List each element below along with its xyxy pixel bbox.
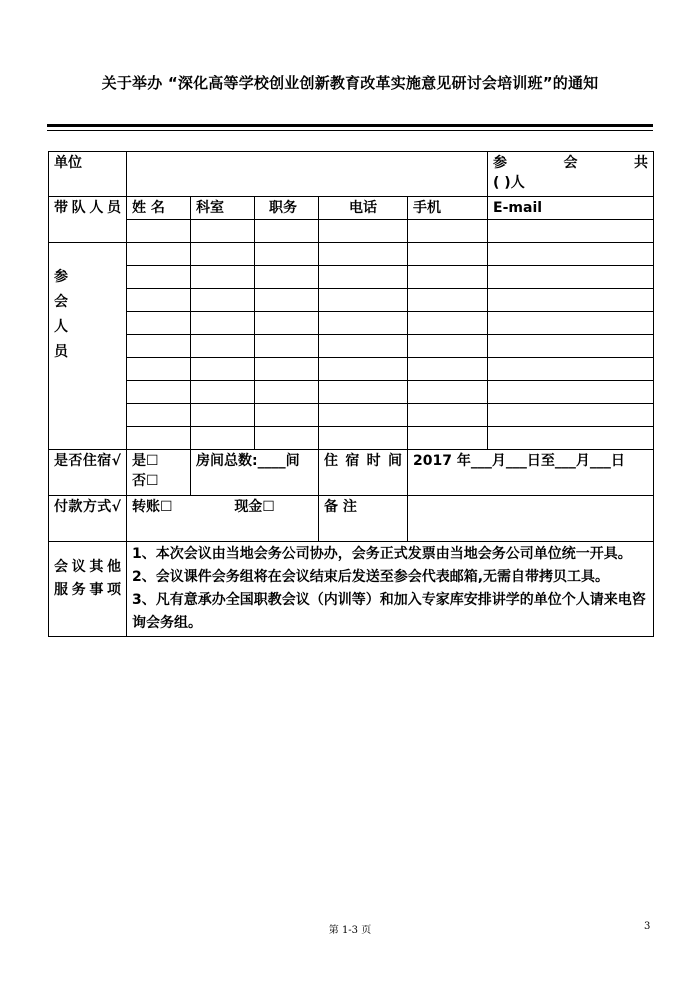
leader-phone-cell[interactable] — [319, 220, 408, 243]
registration-form — [48, 151, 654, 637]
leader-mobile-cell[interactable] — [408, 220, 488, 243]
participant-email-cell[interactable] — [488, 358, 654, 381]
header-email: E-mail — [488, 197, 654, 220]
participant-email-cell[interactable] — [488, 266, 654, 289]
header-position: 职务 — [255, 197, 319, 220]
participant-department-cell[interactable] — [191, 427, 255, 450]
participant-mobile-cell[interactable] — [408, 358, 488, 381]
header-mobile: 手机 — [408, 197, 488, 220]
participant-name-cell[interactable] — [127, 381, 191, 404]
stay-time-value[interactable]: 2017 年___月___日至___月___日 — [408, 450, 654, 496]
participant-department-cell[interactable] — [191, 335, 255, 358]
participant-phone-cell[interactable] — [319, 289, 408, 312]
participant-phone-cell[interactable] — [319, 335, 408, 358]
participant-position-cell[interactable] — [255, 358, 319, 381]
header-rule-thick — [47, 124, 653, 127]
participant-name-cell[interactable] — [127, 243, 191, 266]
rooms-total-cell[interactable]: 房间总数:____间 — [191, 450, 319, 496]
participant-department-cell[interactable] — [191, 404, 255, 427]
participant-mobile-cell[interactable] — [408, 404, 488, 427]
participant-name-cell[interactable] — [127, 289, 191, 312]
participant-phone-cell[interactable] — [319, 243, 408, 266]
participant-department-cell[interactable] — [191, 358, 255, 381]
remarks-input-cell[interactable] — [408, 496, 654, 542]
participant-email-cell[interactable] — [488, 312, 654, 335]
header-phone: 电话 — [319, 197, 408, 220]
participant-mobile-cell[interactable] — [408, 312, 488, 335]
participant-mobile-cell[interactable] — [408, 243, 488, 266]
participant-position-cell[interactable] — [255, 404, 319, 427]
lodging-label: 是否住宿√ — [49, 450, 127, 496]
payment-transfer-option[interactable]: 转账☐ — [132, 499, 173, 515]
header-department: 科室 — [191, 197, 255, 220]
lodging-choice-cell[interactable] — [127, 450, 191, 496]
leader-position-cell[interactable] — [255, 220, 319, 243]
leader-email-cell[interactable] — [488, 220, 654, 243]
participant-mobile-cell[interactable] — [408, 335, 488, 358]
participant-department-cell[interactable] — [191, 266, 255, 289]
participant-email-cell[interactable] — [488, 404, 654, 427]
participant-name-cell[interactable] — [127, 335, 191, 358]
notes-cell — [127, 542, 654, 637]
participant-phone-cell[interactable] — [319, 404, 408, 427]
participant-phone-cell[interactable] — [319, 427, 408, 450]
unit-input-cell[interactable] — [127, 152, 488, 197]
participant-position-cell[interactable] — [255, 335, 319, 358]
participant-mobile-cell[interactable] — [408, 289, 488, 312]
note-item-1: 1、本次会议由当地会务公司协办，会务正式发票由当地会务公司单位统一开具。 — [132, 546, 632, 562]
participant-phone-cell[interactable] — [319, 266, 408, 289]
participant-email-cell[interactable] — [488, 335, 654, 358]
participant-name-cell[interactable] — [127, 427, 191, 450]
note-item-3: 3、凡有意承办全国职教会议（内训等）和加入专家库安排讲学的单位个人请来电咨询会务组。 — [132, 592, 646, 631]
payment-choice-cell[interactable] — [127, 496, 319, 542]
payment-cash-option[interactable]: 现金☐ — [234, 499, 275, 515]
note-item-2: 2、会议课件会务组将在会议结束后发送至参会代表邮箱,无需自带拷贝工具。 — [132, 569, 610, 585]
other-services-label-text: 会议其他服务事项 — [54, 559, 121, 598]
participant-mobile-cell[interactable] — [408, 381, 488, 404]
participant-position-cell[interactable] — [255, 243, 319, 266]
participant-mobile-cell[interactable] — [408, 266, 488, 289]
participant-phone-cell[interactable] — [319, 312, 408, 335]
participant-department-cell[interactable] — [191, 381, 255, 404]
participant-position-cell[interactable] — [255, 289, 319, 312]
lodging-yes-text: 是☐ — [132, 453, 159, 469]
participant-department-cell[interactable] — [191, 289, 255, 312]
leader-name-cell[interactable] — [127, 220, 191, 243]
attendees-total-line1: 参 会 共 — [493, 155, 649, 171]
unit-label: 单位 — [49, 152, 127, 197]
participant-name-cell[interactable] — [127, 404, 191, 427]
participant-email-cell[interactable] — [488, 427, 654, 450]
leader-department-cell[interactable] — [191, 220, 255, 243]
participant-email-cell[interactable] — [488, 243, 654, 266]
participant-position-cell[interactable] — [255, 266, 319, 289]
header-name: 姓 名 — [127, 197, 191, 220]
stay-time-label: 住宿时间 — [319, 450, 408, 496]
header-rule-thin — [47, 130, 653, 131]
participant-position-cell[interactable] — [255, 312, 319, 335]
participant-name-cell[interactable] — [127, 312, 191, 335]
participant-phone-cell[interactable] — [319, 358, 408, 381]
participant-department-cell[interactable] — [191, 243, 255, 266]
participant-name-cell[interactable] — [127, 358, 191, 381]
participants-label — [49, 243, 127, 450]
participant-email-cell[interactable] — [488, 381, 654, 404]
page-number: 3 — [644, 921, 651, 932]
participant-mobile-cell[interactable] — [408, 427, 488, 450]
participant-department-cell[interactable] — [191, 312, 255, 335]
lodging-no-option[interactable]: 否☐ — [132, 473, 159, 489]
participants-label-text: 参会人员 — [54, 269, 68, 360]
other-services-label — [49, 542, 127, 637]
participant-email-cell[interactable] — [488, 289, 654, 312]
page-label: 第 1-3 页 — [328, 925, 372, 936]
payment-label: 付款方式√ — [49, 496, 127, 542]
participant-phone-cell[interactable] — [319, 381, 408, 404]
participant-position-cell[interactable] — [255, 427, 319, 450]
lodging-yes-option[interactable] — [132, 451, 185, 471]
attendees-total-cell[interactable] — [488, 152, 654, 197]
leader-label: 带队人员 — [49, 197, 127, 243]
participant-position-cell[interactable] — [255, 381, 319, 404]
participant-name-cell[interactable] — [127, 266, 191, 289]
remarks-label: 备 注 — [319, 496, 408, 542]
attendees-total-line2: ( )人 — [493, 175, 525, 191]
document-title: 关于举办 “深化高等学校创业创新教育改革实施意见研讨会培训班”的通知 — [101, 74, 599, 92]
